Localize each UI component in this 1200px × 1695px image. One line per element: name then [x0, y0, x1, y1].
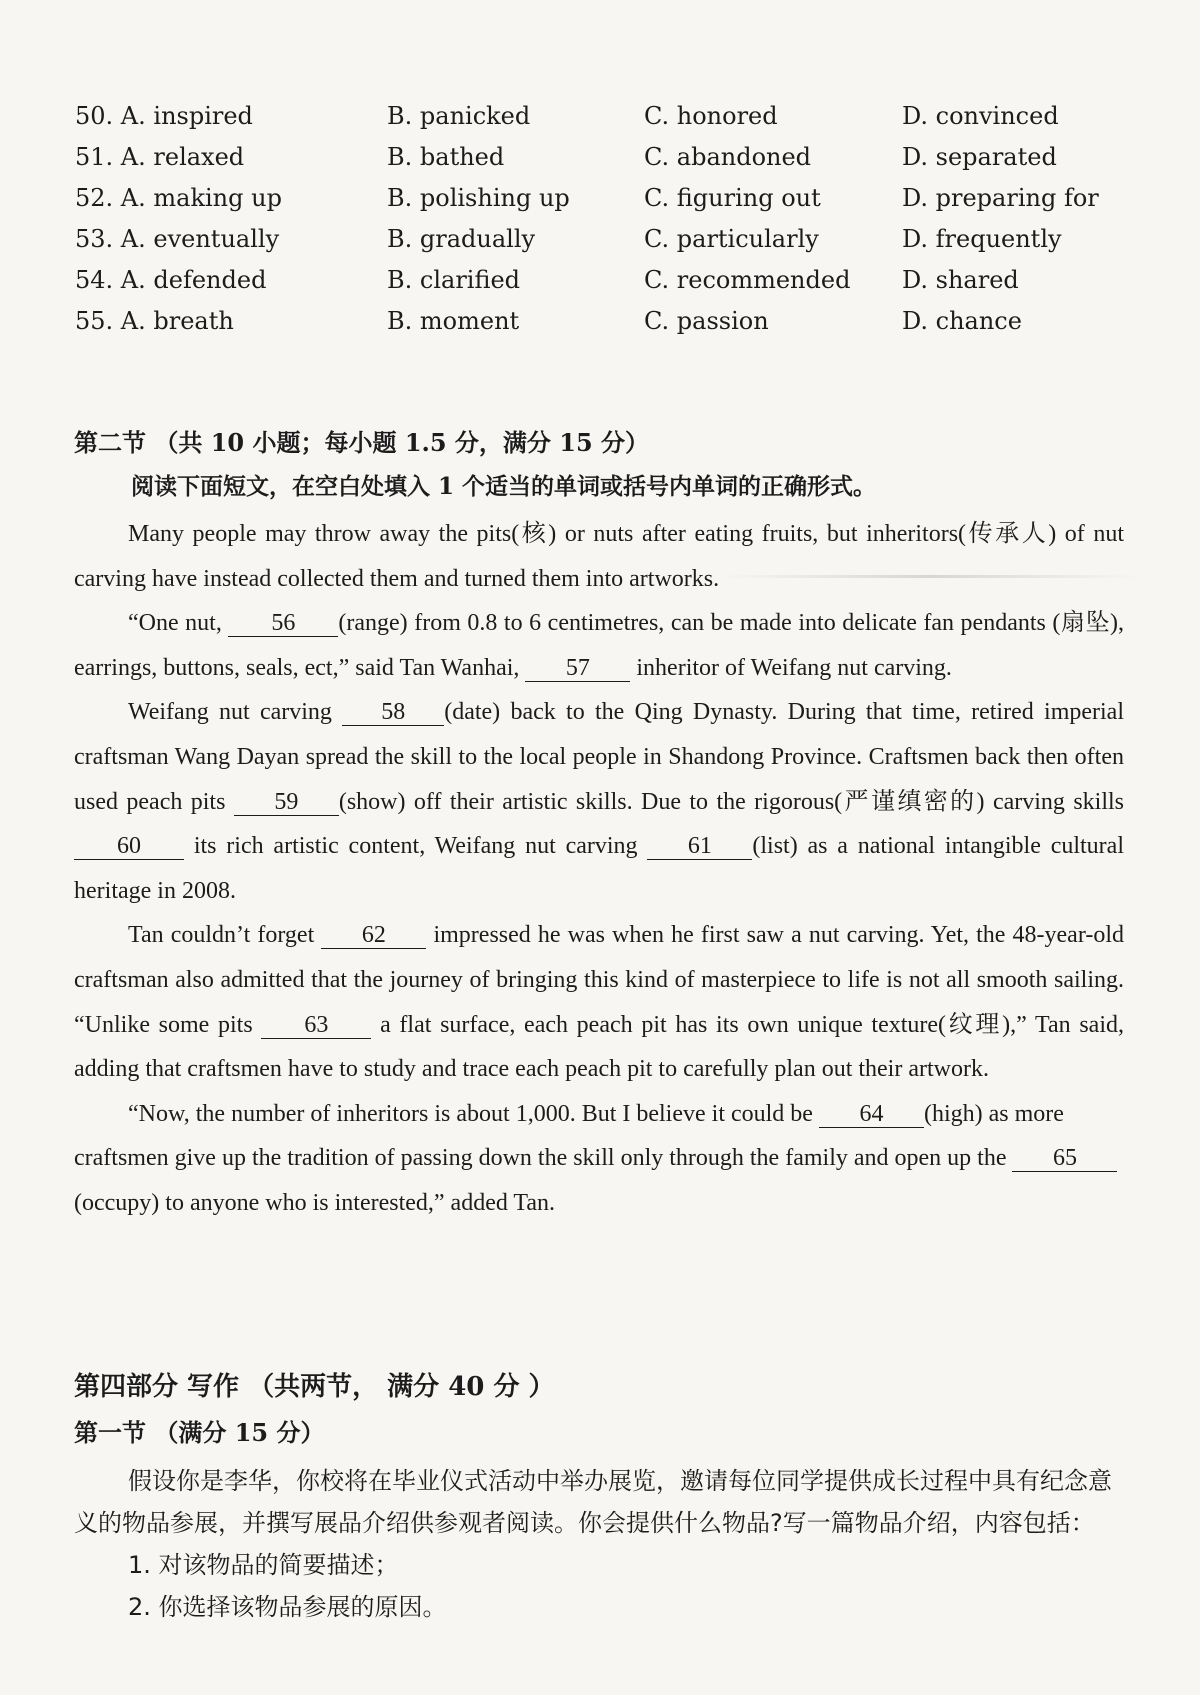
passage-text: (list) as a national intangible cultural heritage in 2008. [74, 833, 1124, 904]
option-d: D. chance [902, 307, 1022, 335]
blank-57[interactable]: 57 [525, 655, 630, 682]
question-51-options [0, 143, 1200, 183]
section-2-heading: 第二节 （共 10 小题；每小题 1.5 分，满分 15 分） [74, 428, 650, 457]
passage-paragraph-1: Many people may throw away the pits(核) or nuts after eating fruits, but inheritors(传承人) of nut carving have instead collected them and turned them into artworks. [74, 521, 1124, 592]
option-d: D. separated [902, 143, 1057, 171]
writing-prompt-item-1: 1. 对该物品的简要描述； [128, 1551, 399, 1579]
passage-text: impressed he was when he first saw a nut carving. Yet, the 48-year-old craftsman also admitted that the journey of bringing this kind of masterpiece to life is not all smooth sailing. “Unlike some pits [74, 922, 1124, 1038]
blank-65[interactable]: 65 [1012, 1145, 1117, 1172]
blank-60[interactable]: 60 [74, 833, 184, 860]
option-c: C. particularly [644, 225, 819, 253]
blank-62[interactable]: 62 [321, 922, 426, 949]
option-c: C. passion [644, 307, 769, 335]
option-a: 51. A. relaxed [75, 143, 245, 171]
passage-text: “Now, the number of inheritors is about 1,000. But I believe it could be [128, 1100, 819, 1127]
passage-text: (date) back to the Qing Dynasty. During that time, retired imperial craftsman Wang Dayan spread the skill to the local people in Shandong Province. Craftsmen back then often used peach pits [74, 699, 1125, 815]
option-b: B. polishing up [387, 184, 570, 212]
question-54-options [0, 266, 1200, 306]
passage-paragraph-2 [74, 601, 1124, 690]
writing-prompt [74, 1460, 1124, 1628]
option-d: D. preparing for [902, 184, 1099, 212]
passage-text: “One nut, [128, 610, 229, 637]
passage [74, 512, 1124, 1226]
blank-61[interactable]: 61 [647, 833, 752, 860]
passage-text: inheritor of Weifang nut carving. [630, 654, 952, 681]
option-d: D. frequently [902, 225, 1062, 253]
option-a: 54. A. defended [75, 266, 267, 294]
option-d: D. shared [902, 266, 1019, 294]
option-c: C. honored [644, 102, 778, 130]
passage-text: (show) off their artistic skills. Due to the rigorous(严谨缜密的) carving skills [338, 788, 1124, 815]
blank-64[interactable]: 64 [819, 1101, 924, 1128]
blank-58[interactable]: 58 [342, 699, 444, 726]
passage-text: (range) from 0.8 to 6 centimetres, can be made into delicate fan pendants (扇坠), earrings, buttons, seals, ect,” said Tan Wanhai, [74, 610, 1124, 681]
writing-prompt-item-2: 2. 你选择该物品参展的原因。 [128, 1593, 447, 1621]
option-a: 50. A. inspired [75, 102, 253, 130]
option-c: C. figuring out [644, 184, 821, 212]
option-a: 55. A. breath [75, 307, 234, 335]
passage-text: Tan couldn’t forget [128, 922, 322, 949]
passage-text: (occupy) to anyone who is interested,” added Tan. [74, 1189, 556, 1216]
passage-paragraph-5 [74, 1092, 1124, 1226]
part-4-heading: 第四部分 写作 （共两节， 满分 40 分 ） [74, 1372, 555, 1402]
passage-text: Weifang nut carving [128, 699, 343, 726]
option-c: C. recommended [644, 266, 851, 294]
option-a: 52. A. making up [75, 184, 282, 212]
option-b: B. gradually [387, 225, 536, 253]
question-53-options [0, 225, 1200, 265]
passage-paragraph-3 [74, 690, 1124, 913]
option-d: D. convinced [902, 102, 1059, 130]
question-55-options [0, 307, 1200, 347]
writing-prompt-text: 假设你是李华，你校将在毕业仪式活动中举办展览，邀请每位同学提供成长过程中具有纪念意义的物品参展，并撰写展品介绍供参观者阅读。你会提供什么物品?写一篇物品介绍，内容包括： [74, 1467, 1112, 1537]
blank-56[interactable]: 56 [228, 610, 338, 637]
question-52-options [0, 184, 1200, 224]
option-b: B. bathed [387, 143, 505, 171]
passage-text: (high) as more craftsmen give up the tradition of passing down the skill only through the family and open up the [74, 1100, 1064, 1172]
blank-59[interactable]: 59 [234, 789, 339, 816]
option-b: B. moment [387, 307, 520, 335]
passage-text: its rich artistic content, Weifang nut carving [184, 833, 648, 860]
option-b: B. panicked [387, 102, 531, 130]
section-2-instruction: 阅读下面短文，在空白处填入 1 个适当的单词或括号内单词的正确形式。 [131, 473, 877, 500]
part-4-section-1-heading: 第一节 （满分 15 分） [74, 1418, 325, 1447]
question-50-options [0, 102, 1200, 142]
option-b: B. clarified [387, 266, 521, 294]
option-c: C. abandoned [644, 143, 812, 171]
passage-text: a flat surface, each peach pit has its own unique texture(纹理),” Tan said, adding that craftsmen have to study and trace each peach pit to carefully plan out their artwork. [74, 1011, 1124, 1083]
option-a: 53. A. eventually [75, 225, 280, 253]
passage-paragraph-4 [74, 913, 1124, 1091]
blank-63[interactable]: 63 [261, 1012, 371, 1039]
